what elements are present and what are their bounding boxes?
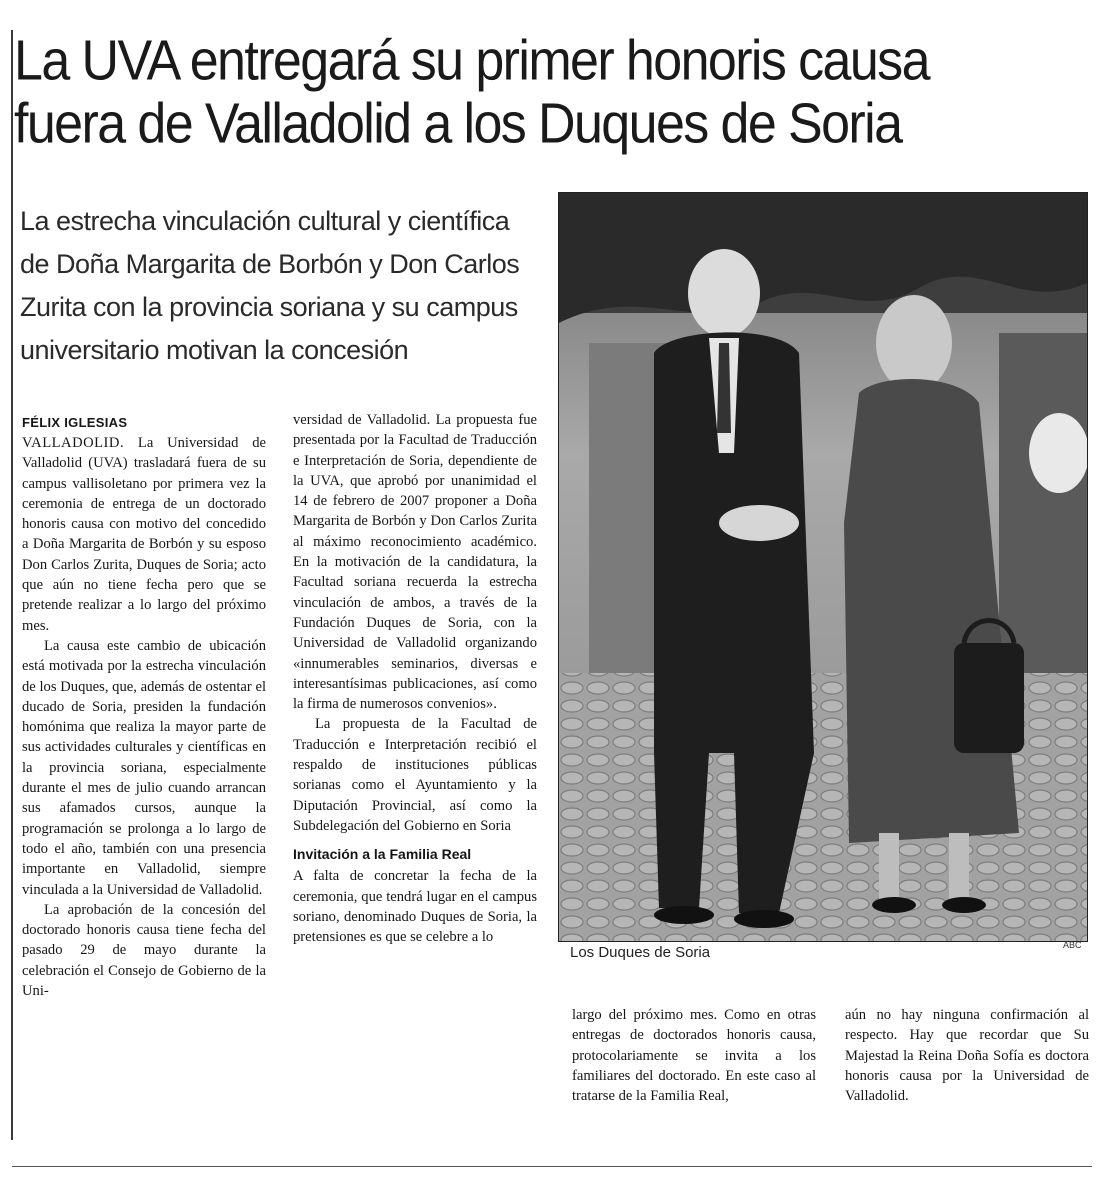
section-subhead: Invitación a la Familia Real — [293, 846, 472, 863]
photo-caption: Los Duques de Soria — [570, 944, 711, 961]
article-column-2 — [293, 410, 537, 947]
paragraph-6: A falta de concretar la fecha de la ceremonia, que tendrá lugar en el campus soriano, denominado Duques de Soria, la pretensiones es que se celebre a lo — [293, 868, 537, 946]
news-photo — [558, 192, 1088, 942]
photo-duques-icon — [559, 193, 1087, 941]
paragraph-3: La aprobación de la concesión del doctorado honoris causa tiene fecha del pasado 29 de mayo durante la celebración el Consejo de Gobierno de la Uni- — [22, 901, 266, 1000]
paragraph-1-text: La Universidad de Valladolid (UVA) trasladará fuera de su campus vallisoletano por primera vez la ceremonia de entrega de un doctorado honoris causa con motivo del concedido a Doña Margarita de Borbón y su esposo Don Carlos Zurita, Duques de Soria; acto que aún no tiene fecha pero que se pretende realizar a lo largo del próximo mes. — [22, 435, 266, 634]
paragraph-1 — [22, 433, 266, 636]
headline-line-1: La UVA entregará su primer honoris causa — [14, 30, 929, 93]
article-column-1 — [22, 413, 266, 1001]
photo-credit: ABC — [1063, 940, 1082, 950]
paragraph-8: aún no hay ninguna confirmación al respecto. Hay que recordar que Su Majestad la Reina Doña Sofía es doctora honoris causa por la Universidad de Valladolid. — [845, 1007, 1089, 1105]
paragraph-5: La propuesta de la Facultad de Traducción e Interpretación recibió el respaldo de instituciones públicas sorianas como el Ayuntamiento y la Diputación Provincial, así como la Subdelegación del Gobierno en Soria — [293, 716, 537, 834]
paragraph-2: La causa este cambio de ubicación está motivada por la estrecha vinculación de los Duques, que, además de ostentar el ducado de Soria, presiden la fundación homónima que realiza la mayor parte de sus actividades culturales y científicas en la provincia soriana, especialmente durante el mes de julio cuando arrancan sus afamados cursos, aunque la programación se prolonga a lo largo de todo el año, también con una presencia importante en Valladolid, siempre vinculada a la Universidad de Valladolid. — [22, 637, 266, 898]
headline — [14, 30, 1104, 155]
article-column-4 — [845, 1005, 1089, 1106]
paragraph-7: largo del próximo mes. Como en otras entregas de doctorados honoris causa, protocolariamente se invita a los familiares del doctorado. En este caso al tratarse de la Familia Real, — [572, 1007, 816, 1105]
subheadline: La estrecha vinculación cultural y científica de Doña Margarita de Borbón y Don Carlos Zurita con la provincia soriana y su campus universitario motivan la concesión — [20, 206, 520, 365]
left-border-rule — [11, 30, 13, 1140]
byline: FÉLIX IGLESIAS — [22, 415, 128, 430]
article-column-3 — [572, 1005, 816, 1106]
dateline: VALLADOLID. — [22, 435, 125, 451]
headline-line-2: fuera de Valladolid a los Duques de Soria — [14, 92, 902, 156]
bottom-border-rule — [12, 1166, 1092, 1167]
paragraph-4: versidad de Valladolid. La propuesta fue presentada por la Facultad de Traducción e Interpretación de Soria, dependiente de la UVA, que aprobó por unanimidad el 14 de febrero de 2007 proponer a Doña Margarita de Borbón y Don Carlos Zurita al máximo reconocimiento académico. En la motivación de la candidatura, la Facultad soriana recuerda la estrecha vinculación de ambos, a través de la Fundación Duques de Soria, con la Universidad de Valladolid organizando «innumerables seminarios, diversas e interesantísimas publicaciones, así como la firma de numerosos convenios». — [293, 412, 537, 713]
